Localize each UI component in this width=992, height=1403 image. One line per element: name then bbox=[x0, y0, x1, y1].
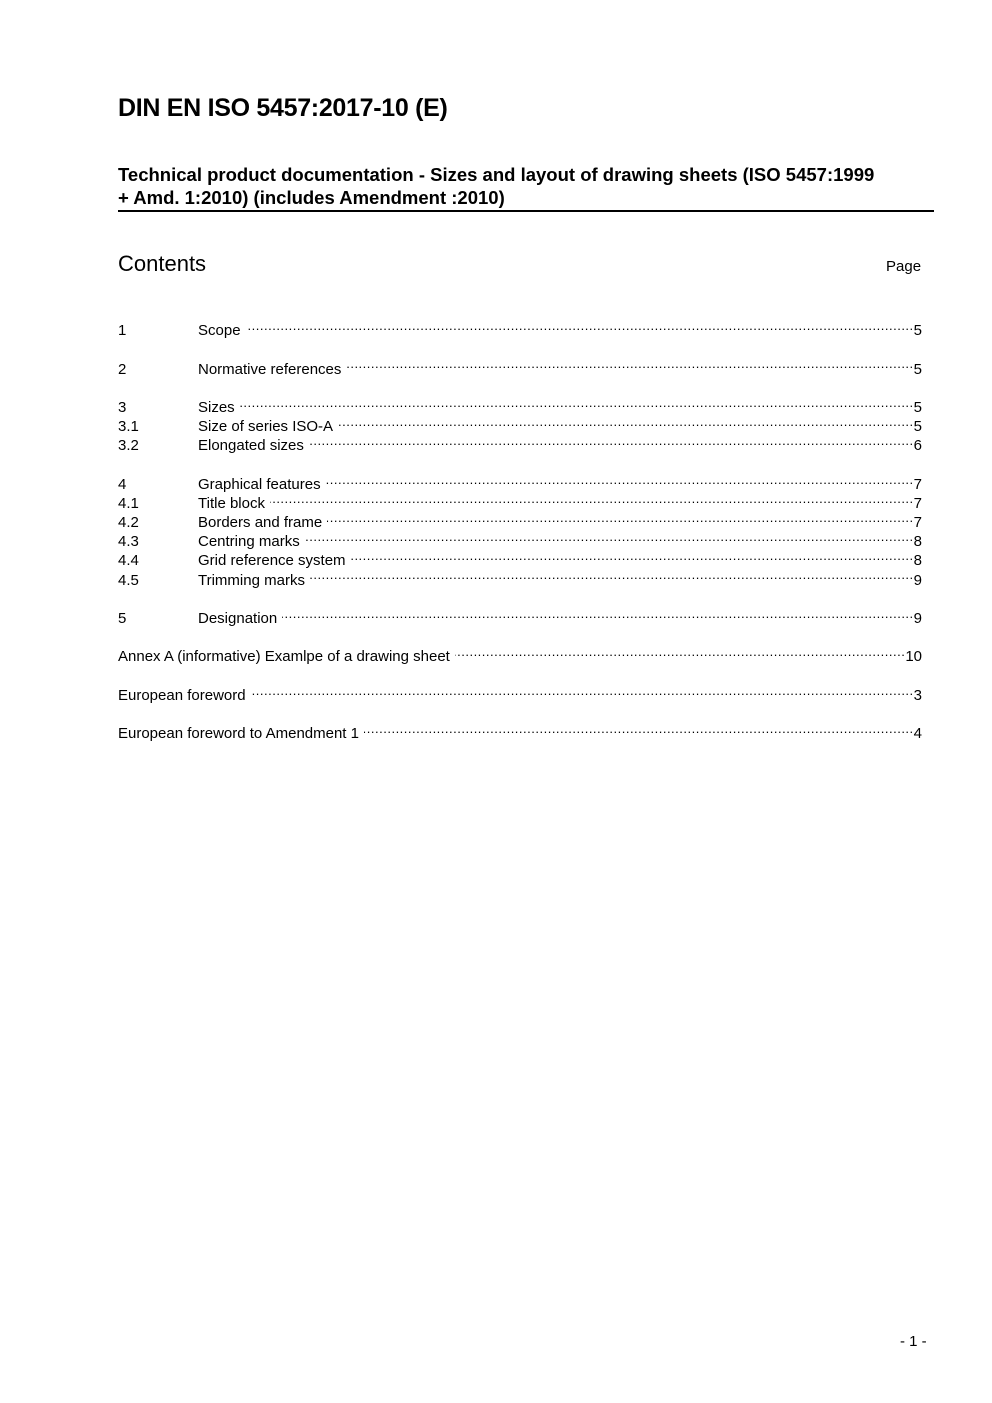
toc-entry-page: 10 bbox=[905, 648, 922, 666]
toc-entry-number: 4.3 bbox=[118, 533, 139, 551]
toc-dot-leader bbox=[455, 642, 905, 661]
toc-entry-label: European foreword bbox=[118, 686, 246, 704]
toc-entry-label: Borders and frame bbox=[198, 514, 323, 532]
title-divider bbox=[118, 210, 934, 212]
toc-entry-number: 4 bbox=[118, 475, 127, 493]
toc-entry-page: 8 bbox=[913, 552, 922, 570]
toc-entry-label: Grid reference system bbox=[198, 552, 346, 570]
toc-entry-page: 9 bbox=[913, 571, 922, 589]
document-id: DIN EN ISO 5457:2017-10 (E) bbox=[118, 94, 448, 122]
toc-entry-page: 7 bbox=[913, 494, 922, 512]
toc-entry-page: 5 bbox=[913, 398, 922, 416]
toc-entry-number: 4.4 bbox=[118, 552, 139, 570]
toc-entry-label: Sizes bbox=[198, 398, 235, 416]
toc-entry-number: 1 bbox=[118, 322, 127, 340]
toc-entry-label: Trimming marks bbox=[198, 571, 305, 589]
toc-dot-leader bbox=[282, 604, 913, 623]
toc-entry-label: Size of series ISO-A bbox=[198, 418, 334, 436]
toc-entry-label: Graphical features bbox=[198, 475, 321, 493]
toc-entry-number: 4.5 bbox=[118, 571, 139, 589]
toc-dot-leader bbox=[364, 719, 914, 738]
toc-dot-leader bbox=[326, 470, 914, 489]
toc-entry-page: 7 bbox=[913, 475, 922, 493]
toc-entry-page: 6 bbox=[913, 437, 922, 455]
contents-heading: Contents bbox=[118, 251, 207, 276]
toc-entry-number: 3.2 bbox=[118, 437, 139, 455]
toc-entry-page: 8 bbox=[913, 533, 922, 551]
toc-entry-label: Title block bbox=[198, 494, 265, 512]
toc-entry-label: Designation bbox=[198, 610, 278, 627]
toc-entry-page: 3 bbox=[913, 686, 922, 704]
toc-entry[interactable] bbox=[118, 719, 922, 743]
toc-dot-leader bbox=[305, 527, 914, 546]
toc-dot-leader bbox=[246, 316, 914, 335]
toc-entry-label: Centring marks bbox=[198, 533, 300, 551]
toc-entry-page: 7 bbox=[913, 514, 922, 532]
page-column-heading: Page bbox=[886, 258, 922, 275]
toc-entry-label: Elongated sizes bbox=[198, 437, 304, 455]
toc-entry-number: 3.1 bbox=[118, 418, 139, 436]
toc-entry-label: European foreword to Amendment 1 bbox=[118, 725, 359, 743]
toc-entry[interactable] bbox=[118, 316, 922, 340]
toc-entry-label: Scope bbox=[198, 322, 241, 340]
toc-entry-label: Normative references bbox=[198, 360, 342, 378]
toc-dot-leader bbox=[240, 393, 914, 412]
toc-entry[interactable] bbox=[118, 642, 922, 666]
toc-entry-page: 5 bbox=[913, 418, 922, 436]
toc-entry-number: 3 bbox=[118, 398, 127, 416]
toc-entry-page: 5 bbox=[913, 360, 922, 378]
document-title: Technical product documentation - Sizes and layout of drawing sheets (ISO 5457:1999 + Amd. 1:2010) (includes Amendment :2010) bbox=[118, 164, 875, 208]
toc-entry-label: Annex A (informative) Examlpe of a drawing sheet bbox=[118, 648, 450, 666]
toc-entry-page: 5 bbox=[913, 322, 922, 340]
toc-entry[interactable] bbox=[118, 470, 922, 493]
toc-entry-number: 5 bbox=[118, 610, 127, 627]
toc-entry[interactable] bbox=[118, 393, 922, 416]
toc-entry-number: 4.2 bbox=[118, 514, 139, 532]
toc-dot-leader bbox=[251, 681, 914, 700]
toc-dot-leader bbox=[309, 431, 914, 450]
toc-entry[interactable] bbox=[118, 354, 922, 378]
toc-dot-leader bbox=[338, 412, 914, 431]
toc-dot-leader bbox=[270, 489, 914, 508]
toc-entry[interactable] bbox=[118, 604, 922, 627]
toc-dot-leader bbox=[346, 354, 913, 373]
toc-entry-page: 4 bbox=[913, 725, 922, 743]
toc-entry-number: 2 bbox=[118, 360, 127, 378]
toc-dot-leader bbox=[327, 508, 913, 527]
page-number: - 1 - bbox=[900, 1333, 927, 1350]
table-of-contents bbox=[118, 316, 922, 743]
toc-entry[interactable] bbox=[118, 681, 922, 704]
toc-entry-number: 4.1 bbox=[118, 494, 139, 512]
toc-dot-leader bbox=[310, 565, 914, 584]
toc-entry-page: 9 bbox=[913, 610, 922, 627]
toc-dot-leader bbox=[351, 546, 914, 565]
